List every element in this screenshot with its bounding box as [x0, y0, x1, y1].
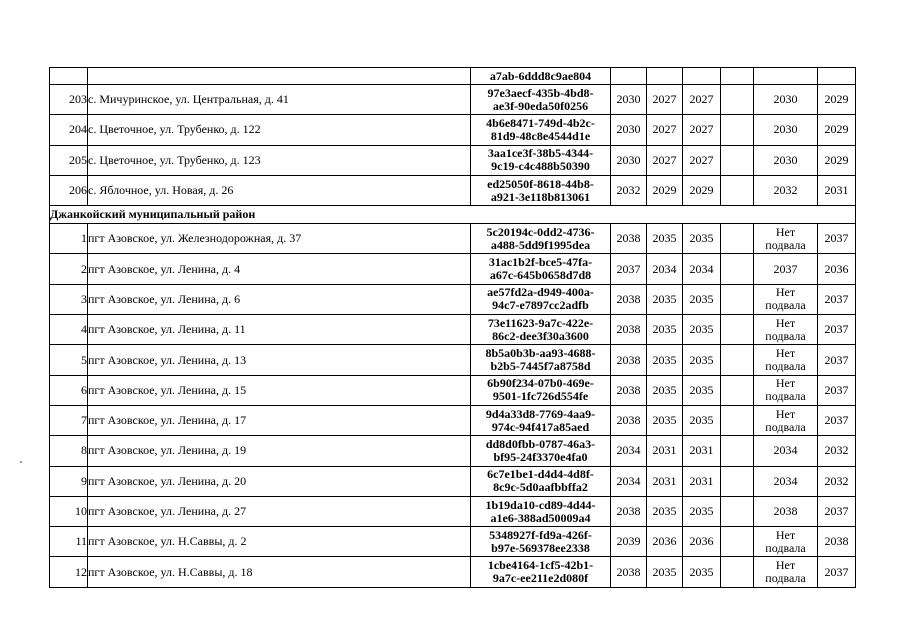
code-line-1: 5348927f-fd9a-426f- — [489, 527, 592, 542]
row-number-cell: 6 — [50, 375, 88, 405]
year-cell — [647, 68, 683, 85]
year-cell: 2027 — [683, 115, 721, 145]
basement-line-1: 2030 — [773, 92, 798, 107]
code-line-1: 1b19da10-cd89-4d44- — [485, 497, 596, 512]
year-cell: 2039 — [611, 527, 647, 557]
year-cell: 2035 — [683, 375, 721, 405]
year-cell: 2027 — [647, 115, 683, 145]
row-number-cell: 9 — [50, 466, 88, 496]
address-cell: пгт Азовское, ул. Железнодорожная, д. 37 — [88, 224, 471, 254]
basement-line-1: 2032 — [773, 183, 798, 198]
address-cell: пгт Азовское, ул. Ленина, д. 19 — [88, 436, 471, 466]
code-cell — [471, 527, 611, 557]
code-cell — [471, 405, 611, 435]
year-cell — [721, 557, 754, 587]
year-cell: 2035 — [647, 405, 683, 435]
table-row — [50, 557, 856, 587]
year-cell: 2036 — [818, 254, 856, 284]
basement-cell — [754, 527, 818, 557]
year-cell: 2037 — [818, 375, 856, 405]
district-header-row — [50, 206, 856, 224]
address-cell: пгт Азовское, ул. Ленина, д. 4 — [88, 254, 471, 284]
code-line-1: dd8d0fbb-0787-46a3- — [485, 436, 596, 451]
code-line-2: b2b5-7445f7a8758d — [490, 359, 591, 374]
code-cell — [471, 115, 611, 145]
year-cell: 2038 — [611, 557, 647, 587]
basement-line-2: подвала — [765, 419, 806, 434]
address-cell: с. Мичуринское, ул. Центральная, д. 41 — [88, 85, 471, 115]
code-line-2: a921-3e118b813061 — [490, 189, 591, 204]
year-cell: 2031 — [647, 466, 683, 496]
code-line-1: 97e3aecf-435b-4bd8- — [487, 85, 594, 100]
table-row — [50, 405, 856, 435]
year-cell: 2035 — [647, 557, 683, 587]
year-cell: 2038 — [611, 315, 647, 345]
basement-line-2: подвала — [765, 237, 806, 252]
year-cell — [721, 284, 754, 314]
year-cell: 2035 — [683, 345, 721, 375]
year-cell — [721, 315, 754, 345]
basement-cell — [754, 345, 818, 375]
year-cell: 2034 — [611, 436, 647, 466]
code-line-1: 73e11623-9a7c-422e- — [487, 315, 594, 330]
year-cell: 2029 — [683, 175, 721, 205]
year-cell: 2032 — [818, 436, 856, 466]
year-cell: 2038 — [611, 224, 647, 254]
year-cell: 2029 — [818, 85, 856, 115]
year-cell: 2034 — [683, 254, 721, 284]
year-cell: 2027 — [647, 145, 683, 175]
row-number-cell: 5 — [50, 345, 88, 375]
basement-line-2: подвала — [765, 359, 806, 374]
table-row — [50, 436, 856, 466]
basement-line-1: 2030 — [773, 122, 798, 137]
table-row — [50, 224, 856, 254]
year-cell — [611, 68, 647, 85]
year-cell: 2031 — [683, 436, 721, 466]
year-cell: 2037 — [818, 345, 856, 375]
code-cell — [471, 496, 611, 526]
address-cell: пгт Азовское, ул. Ленина, д. 20 — [88, 466, 471, 496]
year-cell: 2035 — [683, 224, 721, 254]
code-line-1: 6c7e1be1-d4d4-4d8f- — [487, 467, 594, 482]
year-cell: 2035 — [647, 345, 683, 375]
row-number-cell: 4 — [50, 315, 88, 345]
basement-cell — [754, 115, 818, 145]
table-row — [50, 85, 856, 115]
code-cell — [471, 175, 611, 205]
year-cell — [721, 466, 754, 496]
code-line-2: ae3f-90eda50f0256 — [492, 98, 589, 113]
address-cell: пгт Азовское, ул. Н.Саввы, д. 2 — [88, 527, 471, 557]
code-line-2: 9a7c-ee211e2d080f — [492, 571, 589, 586]
year-cell — [721, 68, 754, 85]
code-cell — [471, 375, 611, 405]
year-cell: 2037 — [818, 224, 856, 254]
basement-line-1: Нет — [775, 315, 796, 330]
address-cell: пгт Азовское, ул. Ленина, д. 11 — [88, 315, 471, 345]
year-cell: 2035 — [647, 284, 683, 314]
year-cell: 2035 — [683, 405, 721, 435]
basement-line-1: Нет — [775, 224, 796, 239]
table-row — [50, 375, 856, 405]
basement-line-1: 2030 — [773, 152, 798, 167]
code-line-1: 31ac1b2f-bce5-47fa- — [488, 255, 593, 270]
table-row — [50, 496, 856, 526]
basement-cell — [754, 557, 818, 587]
code-line-1: 5c20194c-0dd2-4736- — [486, 224, 595, 239]
basement-line-1: 2038 — [773, 504, 798, 518]
table-row — [50, 466, 856, 496]
table-row — [50, 284, 856, 314]
year-cell — [721, 405, 754, 435]
year-cell: 2035 — [647, 224, 683, 254]
year-cell — [721, 115, 754, 145]
address-cell: пгт Азовское, ул. Н.Саввы, д. 18 — [88, 557, 471, 587]
basement-line-2: подвала — [765, 328, 806, 343]
year-cell: 2035 — [683, 557, 721, 587]
basement-line-2: подвала — [765, 298, 806, 313]
code-line-2: 974c-94f417a85aed — [491, 419, 590, 434]
code-cell — [471, 436, 611, 466]
code-line-1: 4b6e8471-749d-4b2c- — [486, 115, 595, 130]
row-number-cell: 205 — [50, 145, 88, 175]
basement-cell — [754, 284, 818, 314]
code-cell — [471, 345, 611, 375]
code-line-2: 94c7-e7897cc2adfb — [492, 298, 589, 313]
table-body — [50, 68, 856, 588]
row-number-cell: 1 — [50, 224, 88, 254]
year-cell: 2027 — [683, 145, 721, 175]
basement-line-1: 2034 — [773, 473, 798, 488]
year-cell: 2037 — [818, 496, 856, 526]
year-cell — [721, 254, 754, 284]
code-line-1: ae57fd2a-d949-400a- — [487, 285, 594, 300]
basement-line-1: Нет — [775, 527, 796, 542]
year-cell: 2032 — [818, 466, 856, 496]
year-cell: 2035 — [647, 496, 683, 526]
row-number-cell: 3 — [50, 284, 88, 314]
code-line-1: 9d4a33d8-7769-4aa9- — [485, 406, 596, 421]
code-line-1: 6b90f234-07b0-469e- — [487, 376, 594, 391]
year-cell: 2034 — [611, 466, 647, 496]
code-line-2: a1e6-388ad50009a4 — [490, 510, 591, 525]
year-cell: 2037 — [818, 405, 856, 435]
table-row — [50, 145, 856, 175]
basement-line-1: 2037 — [773, 261, 798, 276]
housing-table — [49, 67, 856, 588]
year-cell: 2035 — [683, 496, 721, 526]
basement-cell — [754, 375, 818, 405]
basement-line-1: Нет — [775, 346, 796, 361]
year-cell — [721, 527, 754, 557]
basement-cell — [754, 68, 818, 85]
row-number-cell — [50, 68, 88, 85]
code-line-1: ed25050f-8618-44b8- — [487, 176, 594, 191]
district-header: Джанкойский муниципальный район — [50, 206, 856, 224]
year-cell: 2037 — [818, 557, 856, 587]
scan-speck — [20, 461, 22, 463]
basement-cell — [754, 145, 818, 175]
code-line-2: 9c19-c4c488b50390 — [491, 159, 590, 174]
code-line-2: b97e-569378ee2338 — [491, 540, 590, 555]
code-cell — [471, 466, 611, 496]
year-cell: 2035 — [683, 284, 721, 314]
year-cell — [683, 68, 721, 85]
table-row — [50, 175, 856, 205]
code-cell — [471, 145, 611, 175]
code-cell — [471, 315, 611, 345]
table-row — [50, 315, 856, 345]
code-cell — [471, 557, 611, 587]
code-cell — [471, 68, 611, 85]
year-cell: 2030 — [611, 115, 647, 145]
address-cell: пгт Азовское, ул. Ленина, д. 17 — [88, 405, 471, 435]
year-cell: 2037 — [818, 315, 856, 345]
table-row — [50, 527, 856, 557]
year-cell — [721, 496, 754, 526]
row-number-cell: 206 — [50, 175, 88, 205]
year-cell: 2037 — [611, 254, 647, 284]
code-line: a7ab-6ddd8c9ae804 — [489, 68, 592, 83]
row-number-cell: 203 — [50, 85, 88, 115]
row-number-cell: 12 — [50, 557, 88, 587]
row-number-cell: 8 — [50, 436, 88, 466]
basement-line-1: Нет — [775, 558, 796, 573]
row-number-cell: 10 — [50, 496, 88, 526]
year-cell: 2027 — [647, 85, 683, 115]
row-number-cell: 2 — [50, 254, 88, 284]
year-cell: 2030 — [611, 145, 647, 175]
year-cell: 2031 — [683, 466, 721, 496]
year-cell: 2027 — [683, 85, 721, 115]
year-cell: 2029 — [818, 145, 856, 175]
year-cell — [721, 436, 754, 466]
year-cell — [721, 345, 754, 375]
year-cell: 2038 — [611, 496, 647, 526]
year-cell: 2032 — [611, 175, 647, 205]
table-row — [50, 115, 856, 145]
code-line-2: 81d9-48c8e4544d1e — [490, 128, 591, 143]
code-line-1: 1cbe4164-1cf5-42b1- — [487, 558, 594, 573]
year-cell — [721, 175, 754, 205]
year-cell: 2035 — [683, 315, 721, 345]
year-cell: 2031 — [818, 175, 856, 205]
code-line-2: 86c2-dee3f30a3600 — [492, 328, 589, 343]
basement-cell — [754, 175, 818, 205]
basement-cell — [754, 224, 818, 254]
row-number-cell: 204 — [50, 115, 88, 145]
address-cell — [88, 68, 471, 85]
basement-cell — [754, 496, 818, 526]
basement-cell — [754, 405, 818, 435]
basement-line-1: 2034 — [773, 443, 798, 458]
year-cell: 2038 — [611, 345, 647, 375]
code-cell — [471, 224, 611, 254]
year-cell — [721, 375, 754, 405]
code-cell — [471, 85, 611, 115]
year-cell: 2030 — [611, 85, 647, 115]
code-line-2: a67c-645b0658d7d8 — [489, 268, 592, 283]
basement-line-1: Нет — [775, 376, 796, 391]
basement-line-1: Нет — [775, 406, 796, 421]
basement-cell — [754, 315, 818, 345]
code-line-2: 8c9c-5d0aafbbffa2 — [493, 480, 588, 495]
basement-line-2: подвала — [765, 540, 806, 555]
code-line-2: 9501-1fc726d554fe — [492, 389, 589, 404]
year-cell: 2038 — [611, 375, 647, 405]
table-row-continuation — [50, 68, 856, 85]
year-cell: 2035 — [647, 375, 683, 405]
year-cell: 2038 — [611, 284, 647, 314]
code-line-2: bf95-24f3370e4fa0 — [493, 449, 588, 464]
row-number-cell: 11 — [50, 527, 88, 557]
code-cell — [471, 284, 611, 314]
year-cell: 2035 — [647, 315, 683, 345]
basement-line-2: подвала — [765, 571, 806, 586]
address-cell: пгт Азовское, ул. Ленина, д. 13 — [88, 345, 471, 375]
row-number-cell: 7 — [50, 405, 88, 435]
address-cell: пгт Азовское, ул. Ленина, д. 15 — [88, 375, 471, 405]
basement-line-2: подвала — [765, 389, 806, 404]
year-cell — [721, 224, 754, 254]
year-cell: 2038 — [818, 527, 856, 557]
year-cell — [721, 145, 754, 175]
year-cell: 2034 — [647, 254, 683, 284]
year-cell: 2031 — [647, 436, 683, 466]
year-cell: 2036 — [683, 527, 721, 557]
table-row — [50, 345, 856, 375]
address-cell: пгт Азовское, ул. Ленина, д. 27 — [88, 496, 471, 526]
table-row — [50, 254, 856, 284]
code-cell — [471, 254, 611, 284]
basement-cell — [754, 254, 818, 284]
code-line-2: a488-5dd9f1995dea — [490, 237, 591, 252]
address-cell: с. Цветочное, ул. Трубенко, д. 123 — [88, 145, 471, 175]
year-cell — [721, 85, 754, 115]
address-cell: пгт Азовское, ул. Ленина, д. 6 — [88, 284, 471, 314]
year-cell: 2029 — [647, 175, 683, 205]
year-cell: 2029 — [818, 115, 856, 145]
basement-cell — [754, 466, 818, 496]
address-cell: с. Яблочное, ул. Новая, д. 26 — [88, 175, 471, 205]
year-cell — [818, 68, 856, 85]
year-cell: 2036 — [647, 527, 683, 557]
code-line-1: 3aa1ce3f-38b5-4344- — [487, 146, 594, 161]
year-cell: 2037 — [818, 284, 856, 314]
code-line-1: 8b5a0b3b-aa93-4688- — [485, 346, 596, 361]
basement-line-1: Нет — [775, 285, 796, 300]
year-cell: 2038 — [611, 405, 647, 435]
basement-cell — [754, 85, 818, 115]
basement-cell — [754, 436, 818, 466]
address-cell: с. Цветочное, ул. Трубенко, д. 122 — [88, 115, 471, 145]
